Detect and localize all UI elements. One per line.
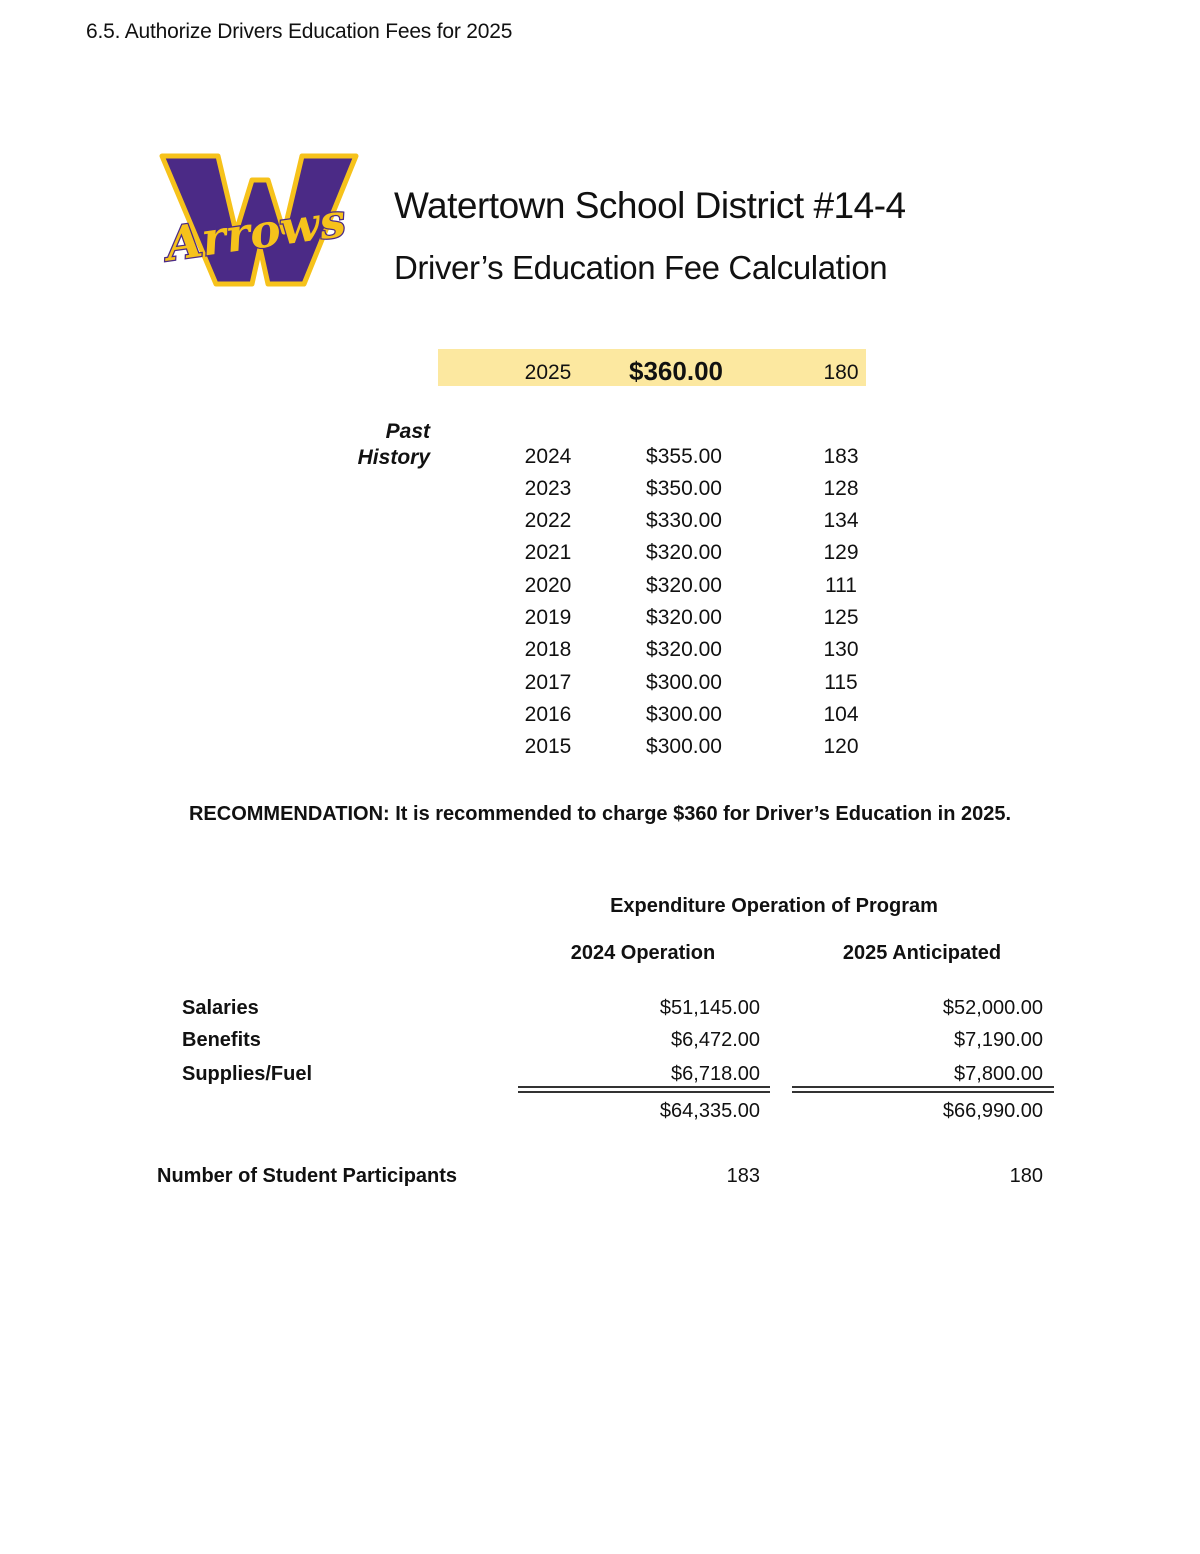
history-fee: $320.00 [646,541,722,564]
history-year: 2024 [524,445,572,468]
district-title: Watertown School District #14-4 [394,185,906,226]
history-row [0,477,1200,509]
history-student-count: 115 [824,671,858,694]
history-student-count: 125 [823,606,859,629]
recommendation-text: RECOMMENDATION: It is recommended to charge $360 for Driver’s Education in 2025. [188,803,1012,825]
history-student-count: 120 [823,735,859,758]
history-fee: $300.00 [646,735,722,758]
history-fee: $300.00 [646,703,722,726]
history-student-count: 128 [823,477,859,500]
past-label: Past [385,420,430,443]
expenditure-label: Supplies/Fuel [182,1063,313,1085]
history-fee: $350.00 [646,477,722,500]
history-fee: $300.00 [646,671,722,694]
history-fee: $330.00 [646,509,722,532]
participants-2025-value: 180 [1009,1165,1043,1187]
history-row [0,606,1200,638]
history-row [0,735,1200,767]
current-fee: $360.00 [629,356,723,386]
expenditure-2024-value: $6,472.00 [671,1029,760,1051]
total-rule-2024-bottom [518,1091,770,1093]
history-year: 2016 [524,703,572,726]
history-student-count: 130 [823,638,859,661]
participants-label: Number of Student Participants [157,1165,458,1187]
expenditure-2025-value: $7,800.00 [954,1063,1043,1085]
expenditure-2025-value: $52,000.00 [942,997,1043,1019]
history-student-count: 111 [825,574,857,597]
history-row [0,638,1200,670]
expenditure-label: Salaries [182,997,259,1019]
history-student-count: 129 [823,541,859,564]
history-row [0,541,1200,573]
history-row [0,445,1200,477]
history-fee: $355.00 [646,445,722,468]
agenda-item-title: 6.5. Authorize Drivers Education Fees for 2025 [86,20,513,43]
history-row [0,703,1200,735]
history-fee: $320.00 [646,574,722,597]
history-student-count: 104 [823,703,859,726]
history-row [0,509,1200,541]
participants-2024-value: 183 [726,1165,760,1187]
expenditure-2025-value: $7,190.00 [954,1029,1043,1051]
arrows-logo-word: Arrows [162,192,349,272]
history-student-count: 134 [823,509,859,532]
total-rule-2025-top [792,1086,1054,1088]
history-student-count: 183 [823,445,859,468]
expenditure-2024-value: $51,145.00 [659,997,760,1019]
expenditure-row [0,997,1200,1031]
history-label: History [357,446,430,469]
history-fee: $320.00 [646,638,722,661]
history-year: 2022 [524,509,572,532]
total-rule-2025-bottom [792,1091,1054,1093]
history-year: 2019 [524,606,572,629]
total-2025-value: $66,990.00 [942,1100,1043,1122]
expenditure-title: Expenditure Operation of Program [610,895,938,917]
column-header-2025: 2025 Anticipated [842,942,1002,964]
arrows-logo [140,150,380,290]
history-year: 2023 [524,477,572,500]
current-year: 2025 [524,361,572,384]
history-year: 2018 [524,638,572,661]
total-2024-value: $64,335.00 [659,1100,760,1122]
history-fee: $320.00 [646,606,722,629]
history-year: 2021 [524,541,572,564]
history-row [0,671,1200,703]
document-subtitle: Driver’s Education Fee Calculation [394,249,888,286]
history-year: 2020 [524,574,572,597]
history-year: 2017 [524,671,572,694]
current-student-count: 180 [823,361,859,384]
total-rule-2024-top [518,1086,770,1088]
history-row [0,574,1200,606]
history-year: 2015 [524,735,572,758]
expenditure-2024-value: $6,718.00 [671,1063,760,1085]
arrows-logo-graphic [140,150,380,290]
column-header-2024: 2024 Operation [570,942,716,964]
expenditure-row [0,1029,1200,1063]
expenditure-label: Benefits [182,1029,261,1051]
